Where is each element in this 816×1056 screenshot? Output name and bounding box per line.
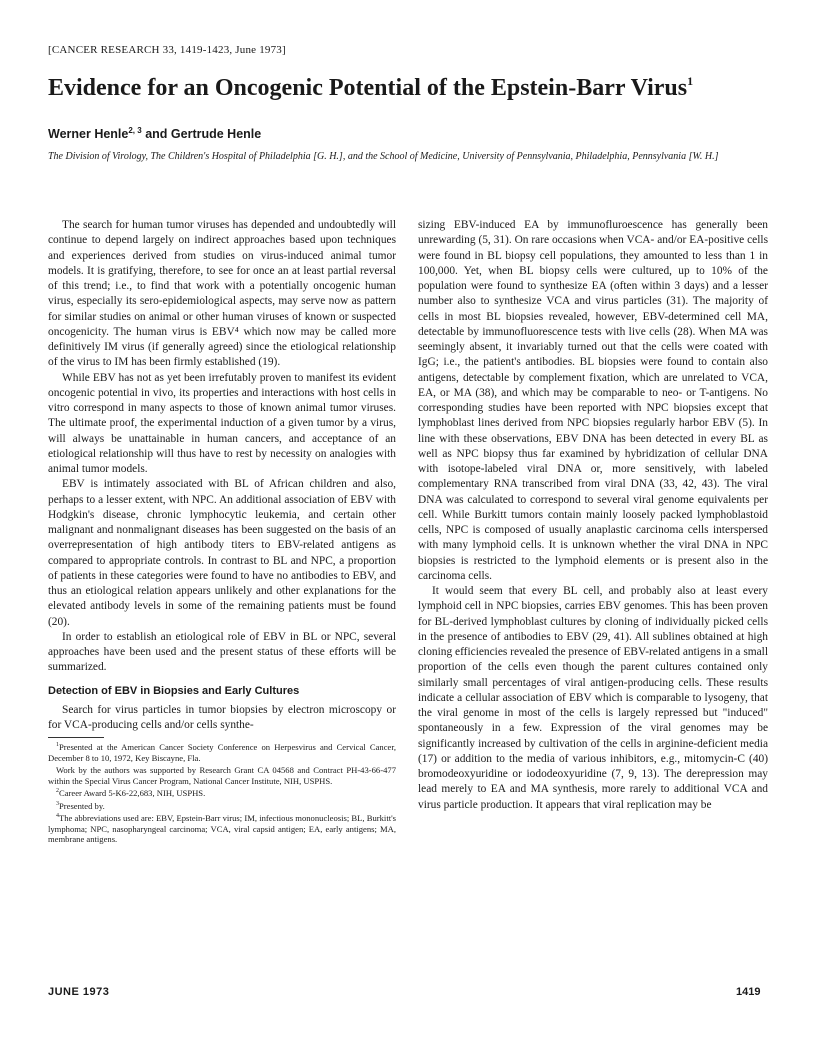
footnotes <box>48 740 396 845</box>
author-1-footnote-marks: 2, 3 <box>128 126 142 135</box>
footnote-divider <box>48 737 104 738</box>
journal-citation: [CANCER RESEARCH 33, 1419-1423, June 1973] <box>48 44 286 56</box>
page-number: 1419 <box>736 986 761 998</box>
author-2: Gertrude Henle <box>170 127 262 141</box>
left-column <box>48 218 396 845</box>
footnote-text: Career Award 5-K6-22,683, NIH, USPHS. <box>59 788 206 799</box>
author-1: Werner Henle <box>48 127 129 141</box>
footnote-text: Work by the authors was supported by Research Grant CA 04568 and Contract PH-43-66-477 within the Special Virus Cancer Program, National Cancer Institute, NIH, USPHS. <box>48 765 396 786</box>
article-title <box>48 66 768 103</box>
body-paragraph: It would seem that every BL cell, and probably also at least every lymphoid cell in NPC biopsies, carries EBV genomes. This has been proven for BL-derived lymphoblast cultures by cloning of individually picked cells in the presence of antibodies to EBV (29, 41). All sublines obtained at high cloning efficiencies revealed the presence of EBV-related antigens in a small proportion of the cells even though the parent cultures contained only similarly small percentages of viral antigen-producing cells. These results indicate a cellular association of EBV which is comparable to lysogeny, that the viral genome in most of the cells is largely repressed but "induced" spontaneously in a few. Expression of the viral genomes may be significantly increased by cultivation of the cells in arginine-deficient media (17) or addition to the media of various inhibitors, e.g., mitomycin-C (40) bromodeoxyuridine or iododeoxyuridine (7, 9, 13). The derepression may lead merely to EA and MA synthesis, more rarely to additional VCA and virus particle production. It appears that viral replication may be <box>418 585 768 811</box>
footnote <box>48 811 396 845</box>
section-heading: Detection of EBV in Biopsies and Early Cultures <box>48 684 300 697</box>
footnote-mark: 3 <box>56 800 59 807</box>
body-paragraph: EBV is intimately associated with BL of African children and also, perhaps to a lesser extent, with NPC. An additional association of EBV with Hodgkin's disease, chronic lymphocytic leukemia, and certain other malignant and nonmalignant diseases has been suggested on the basis of an overrepresentation of high antibody titers to EBV-related antigens as compared to appropriate controls. In contrast to BL and NPC, a proportion of patients in these categories were found to have no antibodies to EBV, and thus an etiological relation appears unlikely and other explanations for the elevated antibody levels in some of the remaining patients must be found (20). <box>48 478 396 628</box>
footnote <box>48 799 396 811</box>
footnote-mark: 1 <box>56 742 59 749</box>
title-text: Evidence for an Oncogenic Potential of the Epstein-Barr Virus <box>48 75 688 101</box>
footnote-text: Presented at the American Cancer Society Conference on Herpesvirus and Cervical Cancer, December 8 to 10, 1972, Key Biscayne, Fla. <box>48 742 396 763</box>
title-footnote-mark: 1 <box>687 74 694 88</box>
body-paragraph: Search for virus particles in tumor biopsies by electron microscopy or for VCA-producing cells and/or cells synthe- <box>48 703 396 731</box>
author-line <box>48 126 261 141</box>
affiliation: The Division of Virology, The Children's Hospital of Philadelphia [G. H.], and the School of Medicine, University of Pennsylvania, Philadelphia, Pennsylvania [W. H.] <box>48 151 719 162</box>
body-paragraph: The search for human tumor viruses has depended and undoubtedly will continue to depend largely on indirect approaches based upon techniques and experiences derived from studies on virus-induced animal tumor models. It is gratifying, therefore, to see for once an at least partial reversal of this trend; i.e., to find that work with a potentially oncogenic human virus, especially its sero-epidemiological aspects, may serve now as pattern for similar studies on animal or other human viruses of known or suspected oncogenicity. The human virus is EBV⁴ which now may be called more definitively IM virus (if generally agreed) since the etiological relationship of the virus to IM has been firmly established (19). <box>48 219 396 369</box>
footnote-mark: 2 <box>56 788 59 795</box>
body-paragraph: While EBV has not as yet been irrefutably proven to manifest its evident oncogenic potential in vivo, its properties and interactions with host cells in vitro correspond in many aspects to those of known animal tumor viruses. The ultimate proof, the experimental induction of a given tumor by a virus, will always be unattainable in human cancers, and acceptance of an etiological relationship will thus have to rest by necessity on analogies with animal tumor models. <box>48 371 396 475</box>
right-column <box>418 218 768 813</box>
body-paragraph: In order to establish an etiological role of EBV in BL or NPC, several approaches have been used and the present status of these efforts will be summarized. <box>48 630 396 674</box>
footnote-text: Presented by. <box>59 800 105 811</box>
body-paragraph: sizing EBV-induced EA by immunofluroescence has generally been unrewarding (5, 31). On rare occasions when VCA- and/or EA-positive cells were found in BL biopsy cell populations, they amounted to less than 1 in 100,000. Yet, when BL biopsy cells were cultured, up to 10% of the population were found to synthesize EA (often within 3 days) and a lesser number also to synthesize VCA and virus particles (31). The majority of cells in most BL biopsies revealed, however, EBV-determined cell MA, detectable by immunofluorescence tests with live cells (28). When MA was seemingly absent, it invariably turned out that the cells were coated with IgG; i.e., the patient's antibodies. BL biopsies were found to contain also antigens, detectable by complement fixation, which are unrelated to VCA, EA, or MA (38), and which may be comparable to neo- or T-antigens. No corresponding studies have been reported with NPC biopsies except that lymphoblast lines derived from NPC biopsies regularly harbor EBV (5). In line with these observations, EBV DNA has been detected in every BL as well as NPC biopsy thus far examined by hybridization of cellular DNA with isotope-labeled viral DNA or, more sensitively, with labeled complementary RNA transcribed from viral DNA (33, 42, 43). The viral DNA was calculated to correspond to several viral genome equivalents per cell. While Burkitt tumors contain mainly loosely packed lymphoblastoid cells, NPC is composed of usually anaplastic carcinoma cells interspersed with many lymphoid cells. It is unknown whether the viral DNA in NPC biopsies is restricted to the lymphoid elements or is present also in the carcinoma cells. <box>418 219 768 582</box>
footnote <box>48 740 396 763</box>
footnote-mark: 4 <box>56 813 59 820</box>
footer-date: JUNE 1973 <box>48 986 110 998</box>
footnote-text: The abbreviations used are: EBV, Epstein-Barr virus; IM, infectious mononucleosis; BL, Burkitt's lymphoma; NPC, nasopharyngeal carcinoma; VCA, viral capsid antigen; EA, early antigens; MA, membrane antigens. <box>48 813 396 845</box>
author-conjunction: and <box>145 127 168 141</box>
footnote <box>48 763 396 786</box>
footnote <box>48 786 396 798</box>
